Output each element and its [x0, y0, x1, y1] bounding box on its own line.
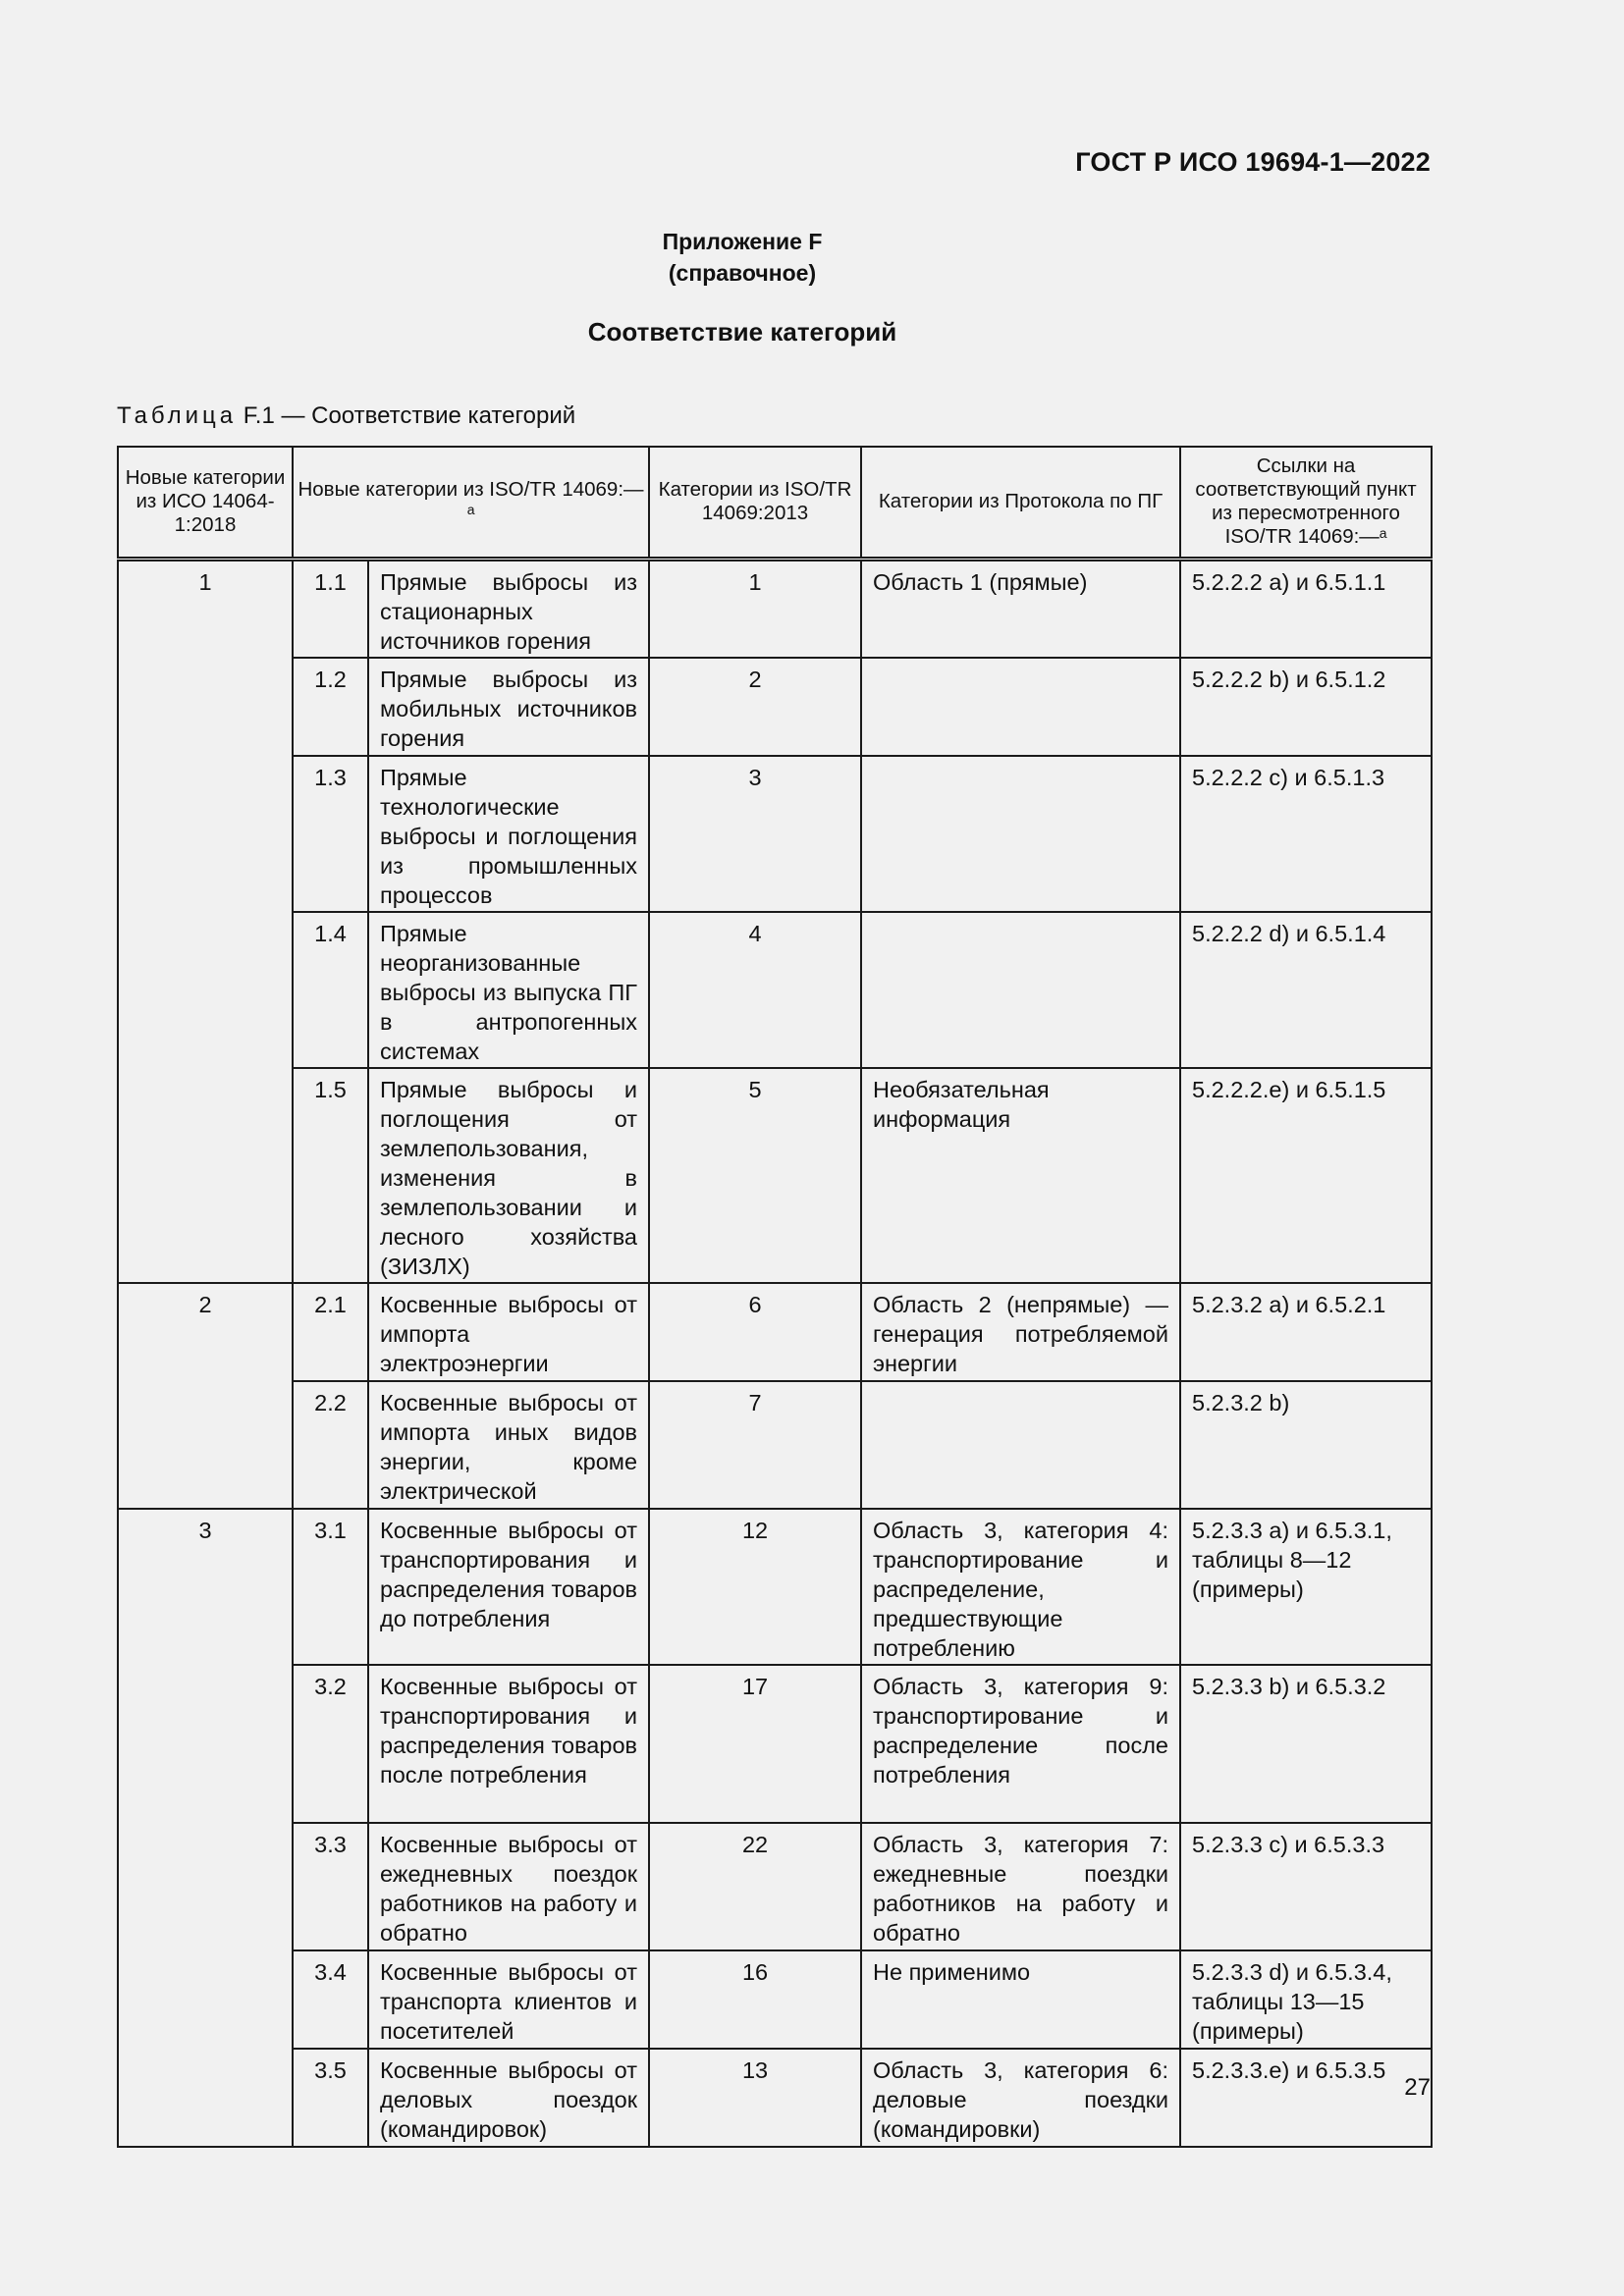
- cell-reference: 5.2.2.2 a) и 6.5.1.1: [1180, 559, 1432, 658]
- cell-old-category: 4: [649, 912, 861, 1068]
- appendix-label: Приложение F: [662, 229, 823, 254]
- table-row: [118, 1283, 1432, 1381]
- cell-category: 3: [118, 1509, 293, 2147]
- table-caption: [117, 402, 575, 430]
- document-id: ГОСТ Р ИСО 19694-1—2022: [1075, 147, 1431, 177]
- cell-protocol-category: Область 1 (прямые): [861, 559, 1180, 658]
- table-row: [118, 1823, 1432, 1950]
- header-new-categories-tr14069: Новые категории из ISO/TR 14069:—ᵃ: [293, 447, 649, 559]
- cell-old-category: 6: [649, 1283, 861, 1381]
- page-number: 27: [1404, 2074, 1431, 2101]
- cell-protocol-category: Необязательная информация: [861, 1068, 1180, 1283]
- cell-subcategory-code: 2.2: [293, 1381, 368, 1509]
- cell-protocol-category: [861, 756, 1180, 912]
- cell-old-category: 7: [649, 1381, 861, 1509]
- table-row: [118, 2049, 1432, 2147]
- header-ghg-protocol-categories: Категории из Протокола по ПГ: [861, 447, 1180, 559]
- table-row: [118, 658, 1432, 756]
- cell-subcategory-code: 2.1: [293, 1283, 368, 1381]
- header-categories-tr14069-2013: Категории из ISO/TR 14069:2013: [649, 447, 861, 559]
- cell-reference: 5.2.3.2 b): [1180, 1381, 1432, 1509]
- cell-old-category: 16: [649, 1950, 861, 2049]
- cell-reference: 5.2.3.3 b) и 6.5.3.2: [1180, 1665, 1432, 1823]
- cell-subcategory-code: 1.5: [293, 1068, 368, 1283]
- cell-subcategory-name: Косвенные выбросы от ежедневных поездок работников на работу и обратно: [368, 1823, 649, 1950]
- cell-reference: 5.2.3.3.е) и 6.5.3.5: [1180, 2049, 1432, 2147]
- header-references: Ссылки на соответствующий пункт из пересмотренного ISO/TR 14069:—ᵃ: [1180, 447, 1432, 559]
- cell-subcategory-name: Косвенные выбросы от транспорта клиентов и посетителей: [368, 1950, 649, 2049]
- cell-category: 2: [118, 1283, 293, 1509]
- cell-protocol-category: Область 3, категория 7: ежедневные поездки работников на работу и обратно: [861, 1823, 1180, 1950]
- table-caption-prefix: Таблица: [117, 402, 238, 429]
- table-row: [118, 1665, 1432, 1823]
- cell-subcategory-code: 3.4: [293, 1950, 368, 2049]
- cell-subcategory-name: Косвенные выбросы от импорта электроэнергии: [368, 1283, 649, 1381]
- cell-subcategory-code: 3.2: [293, 1665, 368, 1823]
- cell-reference: 5.2.3.3 d) и 6.5.3.4, таблицы 13—15 (примеры): [1180, 1950, 1432, 2049]
- appendix-type: (справочное): [668, 260, 817, 286]
- cell-protocol-category: Область 2 (непрямые) — генерация потребляемой энергии: [861, 1283, 1180, 1381]
- cell-subcategory-name: Косвенные выбросы от деловых поездок (командировок): [368, 2049, 649, 2147]
- table-row: [118, 1068, 1432, 1283]
- cell-subcategory-code: 1.4: [293, 912, 368, 1068]
- cell-subcategory-name: Прямые выбросы из стационарных источников горения: [368, 559, 649, 658]
- appendix-title: [0, 226, 1485, 289]
- table-row: [118, 559, 1432, 658]
- table-body: [118, 559, 1432, 2147]
- cell-reference: 5.2.2.2.е) и 6.5.1.5: [1180, 1068, 1432, 1283]
- cell-subcategory-code: 3.1: [293, 1509, 368, 1665]
- cell-reference: 5.2.3.3 c) и 6.5.3.3: [1180, 1823, 1432, 1950]
- cell-subcategory-name: Прямые технологические выбросы и поглощения из промышленных процессов: [368, 756, 649, 912]
- cell-protocol-category: [861, 658, 1180, 756]
- cell-protocol-category: [861, 912, 1180, 1068]
- table-caption-text: F.1 — Соответствие категорий: [237, 402, 576, 429]
- cell-subcategory-code: 1.2: [293, 658, 368, 756]
- cell-reference: 5.2.2.2 b) и 6.5.1.2: [1180, 658, 1432, 756]
- cell-subcategory-code: 3.5: [293, 2049, 368, 2147]
- cell-old-category: 12: [649, 1509, 861, 1665]
- table-row: [118, 912, 1432, 1068]
- cell-protocol-category: Не применимо: [861, 1950, 1180, 2049]
- section-title: Соответствие категорий: [587, 317, 897, 347]
- cell-protocol-category: Область 3, категория 9: транспортирование и распределение после потребления: [861, 1665, 1180, 1823]
- cell-old-category: 13: [649, 2049, 861, 2147]
- cell-subcategory-code: 3.3: [293, 1823, 368, 1950]
- table-header-row: [118, 447, 1432, 559]
- cell-subcategory-name: Прямые выбросы и поглощения от землепользования, изменения в землепользовании и лесного хозяйства (ЗИЗЛХ): [368, 1068, 649, 1283]
- table-row: [118, 1381, 1432, 1509]
- category-mapping-table: [117, 446, 1433, 2148]
- cell-reference: 5.2.2.2 d) и 6.5.1.4: [1180, 912, 1432, 1068]
- header-new-categories-iso14064: Новые категории из ИСО 14064-1:2018: [118, 447, 293, 559]
- cell-subcategory-code: 1.1: [293, 559, 368, 658]
- table-row: [118, 1509, 1432, 1665]
- cell-protocol-category: Область 3, категория 6: деловые поездки (командировки): [861, 2049, 1180, 2147]
- cell-subcategory-name: Прямые выбросы из мобильных источников горения: [368, 658, 649, 756]
- cell-protocol-category: [861, 1381, 1180, 1509]
- cell-old-category: 2: [649, 658, 861, 756]
- cell-subcategory-name: Косвенные выбросы от транспортирования и распределения товаров после потребления: [368, 1665, 649, 1823]
- cell-old-category: 5: [649, 1068, 861, 1283]
- table-row: [118, 756, 1432, 912]
- cell-reference: 5.2.3.2 a) и 6.5.2.1: [1180, 1283, 1432, 1381]
- cell-old-category: 17: [649, 1665, 861, 1823]
- cell-old-category: 1: [649, 559, 861, 658]
- cell-old-category: 22: [649, 1823, 861, 1950]
- cell-subcategory-name: Косвенные выбросы от транспортирования и распределения товаров до потребления: [368, 1509, 649, 1665]
- cell-old-category: 3: [649, 756, 861, 912]
- cell-category: 1: [118, 559, 293, 1283]
- cell-subcategory-code: 1.3: [293, 756, 368, 912]
- cell-subcategory-name: Прямые неорганизованные выбросы из выпуска ПГ в антропогенных системах: [368, 912, 649, 1068]
- cell-reference: 5.2.3.3 a) и 6.5.3.1, таблицы 8—12 (примеры): [1180, 1509, 1432, 1665]
- cell-protocol-category: Область 3, категория 4: транспортирование и распределение, предшествующие потреблению: [861, 1509, 1180, 1665]
- cell-reference: 5.2.2.2 c) и 6.5.1.3: [1180, 756, 1432, 912]
- cell-subcategory-name: Косвенные выбросы от импорта иных видов энергии, кроме электрической: [368, 1381, 649, 1509]
- table-row: [118, 1950, 1432, 2049]
